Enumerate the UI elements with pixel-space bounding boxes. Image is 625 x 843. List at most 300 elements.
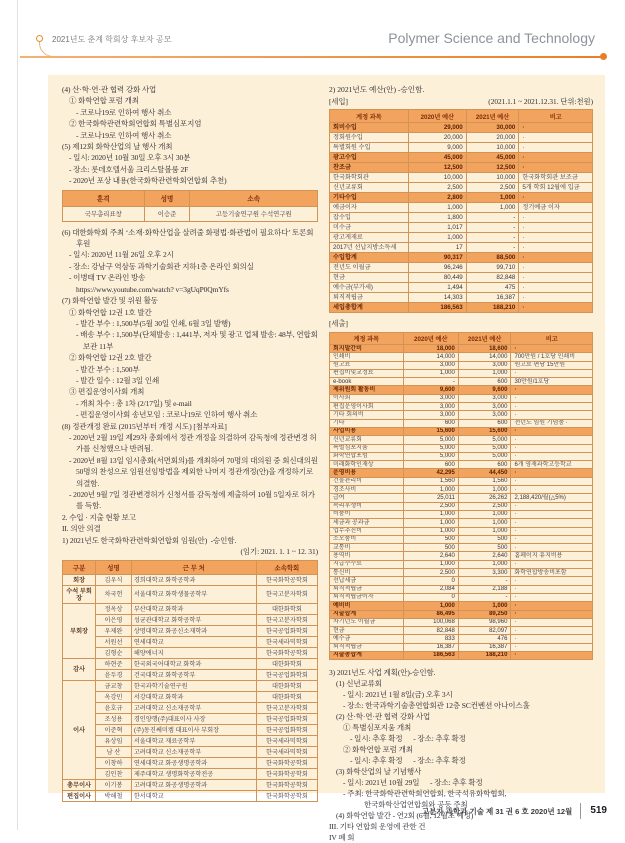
table-row (330, 193, 593, 203)
column-header: 성명 (144, 190, 190, 206)
role-cell: 회장 (63, 575, 96, 586)
table-cell: 성균관대학교 화학공학부 (131, 615, 256, 626)
table-cell: 한국공업화학회 (256, 725, 317, 736)
table-cell: 이준혁 (96, 725, 132, 736)
table-cell: 조성용 (96, 714, 132, 725)
text-line: - 2020년 9월 7일 정관변경허가 신청서를 감독청에 제출하여 10월 5일자로 허가를 득함. (69, 490, 315, 511)
table-cell: · (519, 133, 593, 143)
table-cell: · (519, 273, 593, 283)
table-row (330, 436, 593, 444)
table-cell: · (519, 293, 593, 303)
table-cell: · (511, 610, 593, 618)
award-table (62, 190, 318, 222)
table-cell: 한국공업화학회 (256, 714, 317, 725)
table-cell: 원고료 (330, 361, 404, 369)
table-cell: 16,387 (458, 643, 511, 651)
text-line: 한국화학산업연합회와 공동 주최 (364, 800, 468, 810)
table-row (330, 123, 593, 133)
text-line: (임기: 2021. 1. 1 ~ 12. 31) (240, 547, 318, 557)
table-row (330, 173, 593, 183)
table-cell: · (511, 510, 593, 518)
table-cell: - (403, 378, 458, 386)
table-cell: · (511, 452, 593, 460)
table-cell: 1,000 (458, 560, 511, 568)
table-cell: 45,000 (408, 153, 466, 163)
table-cell: 복리후생비 (330, 502, 404, 510)
table-cell: 신년교류회 (330, 183, 409, 193)
table-cell: 15,600 (403, 427, 458, 435)
text-line: ① 화학연합 포럼 개최 (69, 96, 139, 106)
table-row (330, 477, 593, 485)
text-line: IV 폐 회 (329, 833, 355, 843)
table-cell: 한서대학교 (131, 791, 256, 802)
table-row (330, 243, 593, 253)
table-cell: 고려대학교 화공생명공학과 (131, 780, 256, 791)
table-cell: 서울대학교 화학생물공학부 (131, 586, 256, 604)
text-line: - 발간 부수 : 1,500부(5월 30일 인쇄, 6월 3일 발행) (76, 318, 231, 328)
table-cell: 한국고분자학회 (256, 703, 317, 714)
table-row (63, 670, 318, 681)
journal-info: 고분자 과학과 기술 제 31 권 6 호 2020년 12월 (421, 806, 573, 816)
table-cell: · (511, 635, 593, 643)
text-line: ② 화학연합 12권 2호 발간 (69, 353, 152, 363)
table-cell: 1,494 (408, 283, 466, 293)
table-row (330, 133, 593, 143)
text-line: - 코로나19로 인하여 행사 취소 (76, 107, 172, 117)
income-period: (2021.1.1 ~ 2021.12.31. 단위:천원) (488, 97, 593, 106)
table-cell: 82,097 (458, 627, 511, 635)
table-cell: · (511, 411, 593, 419)
table-cell: · (511, 519, 593, 527)
table-cell: · (511, 544, 593, 552)
text-line: ③ 편집운영이사회 개최 (69, 387, 145, 397)
table-header-row (330, 110, 593, 123)
table-cell: · (519, 213, 593, 223)
table-cell: 2,640 (458, 552, 511, 560)
running-head: 2021년도 춘계 학회상 후보자 공모 (52, 35, 172, 44)
table-row (330, 469, 593, 477)
table-cell: - (466, 213, 519, 223)
table-cell: 예비비 (330, 602, 404, 610)
table-cell: 3,000 (458, 394, 511, 402)
table-cell: 건국대학교 화학공학부 (131, 670, 256, 681)
table-row (63, 769, 318, 780)
column-header: 2020년 예산 (403, 333, 458, 345)
table-cell: 대한화학회 (256, 681, 317, 692)
table-cell: · (511, 560, 593, 568)
table-cell: · (511, 627, 593, 635)
table-cell: 1,000 (458, 602, 511, 610)
table-row (330, 627, 593, 635)
table-cell: 600 (458, 461, 511, 469)
table-cell: 편집비및교정료 (330, 369, 404, 377)
table-cell: 급여 (330, 494, 404, 502)
text-line: (5) 제12회 화학산업의 날 행사 개최 (62, 142, 173, 152)
table-cell: 비품비 (330, 510, 404, 518)
table-cell: · (511, 527, 593, 535)
table-cell: 2,500 (458, 502, 511, 510)
table-row (330, 183, 593, 193)
table-cell: 12,500 (466, 163, 519, 173)
table-cell: 0 (403, 593, 458, 601)
table-cell: · (519, 303, 593, 313)
table-cell: 5,000 (458, 444, 511, 452)
table-row (330, 361, 593, 369)
table-cell: · (511, 585, 593, 593)
table-cell: 1,000 (408, 233, 466, 243)
table-cell: 한국화학공학회 (256, 769, 317, 780)
table-cell: 현금 (330, 273, 409, 283)
table-cell: 20,000 (408, 133, 466, 143)
table-cell: 예수금 (330, 635, 404, 643)
table-cell: 경조사비 (330, 486, 404, 494)
table-row (330, 273, 593, 283)
text-line: (4) 화학연합 발간 - 연2회 (6월, 12월초 예정) (336, 811, 474, 821)
table-row (63, 747, 318, 758)
table-row (63, 736, 318, 747)
table-cell: 제주대학교 생명화학공학전공 (131, 769, 256, 780)
table-cell: 1,000 (403, 560, 458, 568)
table-cell: 우제완 (96, 626, 132, 637)
table-cell: 1,000 (403, 510, 458, 518)
table-cell: 유상임 (96, 736, 132, 747)
table-row (330, 452, 593, 460)
table-cell: 한국세라믹학회 (256, 747, 317, 758)
column-header: 성명 (96, 561, 132, 575)
table-row (330, 593, 593, 601)
table-cell: 윤호규 (96, 703, 132, 714)
table-cell: 한국화학공학회 (256, 758, 317, 769)
report-block (62, 227, 318, 558)
column-header: 비고 (519, 110, 593, 123)
table-cell: 이은영 (96, 615, 132, 626)
table-row (330, 602, 593, 610)
table-row (330, 486, 593, 494)
table-cell: 3,300 (458, 569, 511, 577)
table-cell: 서강대학교 화학과 (131, 692, 256, 703)
table-cell: 한국화학회관 보조금 (519, 173, 593, 183)
budget-heading: 2) 2021년도 예산(안) -승인함. (329, 85, 425, 94)
table-row (330, 353, 593, 361)
table-cell: 대한화학회 (256, 604, 317, 615)
table-cell: - (458, 577, 511, 585)
table-cell: 차기년도 이월금 (330, 618, 404, 626)
table-row (330, 293, 593, 303)
table-cell: 미수금 (330, 223, 409, 233)
table-cell: · (511, 403, 593, 411)
table-cell: 25,011 (403, 494, 458, 502)
table-cell: 3,000 (403, 361, 458, 369)
table-cell: 5,000 (403, 444, 458, 452)
table-row (330, 378, 593, 386)
table-cell: · (511, 618, 593, 626)
table-cell: 한국공업화학회 (256, 626, 317, 637)
table-cell: 2,500 (403, 569, 458, 577)
table-row (330, 345, 593, 353)
text-line: - 개최 차수 : 총 1차 (2/17일) 및 e-mail (76, 398, 192, 408)
table-cell: 한국외국어대학교 화학과 (131, 659, 256, 670)
table-row (63, 615, 318, 626)
table-row (330, 618, 593, 626)
page-header (20, 28, 607, 62)
table-cell: 3,000 (458, 403, 511, 411)
table-cell: 2,640 (403, 552, 458, 560)
page-edge-shadow (17, 0, 18, 830)
table-cell: 세금과 공과금 (330, 519, 404, 527)
table-cell: 하현준 (96, 659, 132, 670)
table-cell: 인쇄비 (330, 353, 404, 361)
table-row (330, 494, 593, 502)
table-cell: · (519, 163, 593, 173)
text-line: - 2020년 8월 13일 임시총회(서면회의)를 개최하여 70명의 대의원 중 회신대의원 50명의 찬성으로 임원선임방법을 제외한 나머지 정관개정(안)을 개정하기로 의결함. (69, 455, 320, 488)
role-cell: 이사 (63, 681, 96, 780)
text-line: II. 의안 의결 (62, 524, 101, 534)
table-cell: 지출합계 (330, 610, 404, 618)
table-cell: 45,000 (466, 153, 519, 163)
table-row (330, 427, 593, 435)
table-cell: 미래화학인재상 (330, 461, 404, 469)
table-row (330, 519, 593, 527)
table-cell: 소모품비 (330, 535, 404, 543)
table-cell: 44,450 (458, 469, 511, 477)
table-cell: 찬조금 (330, 163, 409, 173)
table-cell: 전년도 임원 기념품 · (511, 419, 593, 427)
table-cell: 15,600 (458, 427, 511, 435)
table-cell: 98,960 (458, 618, 511, 626)
text-line: - 코로나19로 인하여 행사 취소 (76, 130, 172, 140)
table-cell: 기타 (330, 419, 404, 427)
table-row (330, 403, 593, 411)
table-cell: 500 (458, 535, 511, 543)
table-cell: 475 (466, 283, 519, 293)
table-cell: 해양에너지 (131, 648, 256, 659)
table-cell: 20,000 (466, 133, 519, 143)
table-cell: - (458, 593, 511, 601)
table-cell: 600 (458, 419, 511, 427)
table-row (330, 502, 593, 510)
table-row (330, 394, 593, 402)
table-cell: 특별심포지움 (330, 444, 404, 452)
income-label: [세입] (329, 97, 348, 106)
table-row (330, 369, 593, 377)
table-cell: 1,800 (408, 213, 466, 223)
table-row (330, 303, 593, 313)
text-line: (4) 산·학·연·관 협력 강화 사업 (62, 85, 157, 94)
table-cell: 500 (403, 535, 458, 543)
activities-block (62, 84, 318, 187)
table-cell: 교통비 (330, 544, 404, 552)
text-line: (3) 화학산업의 날 기념행사 (336, 767, 422, 777)
left-column (62, 84, 320, 800)
table-cell: 5,000 (458, 452, 511, 460)
table-cell: 100,068 (403, 618, 458, 626)
column-header: 2021년 예산 (466, 110, 519, 123)
table-row (63, 692, 318, 703)
table-row (63, 714, 318, 725)
table-cell: 한국고분자학회 (256, 586, 317, 604)
table-cell: 3,000 (403, 394, 458, 402)
table-cell: 5개 학회 12월에 입금 (519, 183, 593, 193)
table-cell: 82,848 (403, 627, 458, 635)
table-cell: 10,000 (408, 173, 466, 183)
table-cell: 금교창 (96, 681, 132, 692)
table-cell: 국무총리표창 (63, 206, 145, 221)
table-row (63, 780, 318, 791)
column-header: 소속학회 (256, 561, 317, 575)
table-row (330, 643, 593, 651)
orange-dot-icon (600, 53, 607, 60)
table-cell: · (511, 436, 593, 444)
table-cell: · (511, 345, 593, 353)
table-cell: · (511, 502, 593, 510)
table-row (330, 560, 593, 568)
table-cell: 82,848 (466, 273, 519, 283)
table-row (63, 206, 318, 221)
table-row (330, 651, 593, 659)
table-cell: 3,000 (458, 411, 511, 419)
orange-ring-icon (36, 35, 43, 42)
table-cell: 퇴직적립금 (330, 643, 404, 651)
table-cell: 1,000 (403, 519, 458, 527)
column-header: 2020년 예산 (408, 110, 466, 123)
table-row (330, 253, 593, 263)
table-cell: 정옥상 (96, 604, 132, 615)
table-cell: 26,262 (458, 494, 511, 502)
table-cell: 세입총합계 (330, 303, 409, 313)
table-row (63, 659, 318, 670)
table-cell: 기타수입 (330, 193, 409, 203)
table-cell: · (511, 477, 593, 485)
table-cell: 2,500 (408, 183, 466, 193)
role-cell: 부회장 (63, 604, 96, 659)
text-line: - 장소: 한국과학기술총연합회관 12층 SC컨벤션 아나이스홀 (343, 701, 530, 711)
table-cell: 고등기술연구원 수석연구원 (190, 206, 318, 221)
column-header: 계정 과목 (330, 110, 409, 123)
table-cell: 경희대학교 화학공학과 (131, 575, 256, 586)
table-row (330, 510, 593, 518)
table-cell: 박해철 (96, 791, 132, 802)
table-cell: 90,317 (408, 253, 466, 263)
table-cell: 편집운영이사회 (330, 403, 404, 411)
table-cell: 경인양행(주)대표이사 사장 (131, 714, 256, 725)
table-cell: 12,500 (408, 163, 466, 173)
table-cell: 한국세라믹학회 (256, 637, 317, 648)
table-cell: 42,295 (403, 469, 458, 477)
table-cell: 전년도 이월금 (330, 263, 409, 273)
table-row (330, 283, 593, 293)
table-cell: 차국헌 (96, 586, 132, 604)
text-line: - 이병태 TV 온라인 방송 (69, 273, 146, 283)
table-cell: 99,710 (466, 263, 519, 273)
table-row (63, 758, 318, 769)
table-cell: 잡수입 (330, 213, 409, 223)
text-line: - 장소: 롯데호텔서울 크리스탈볼룸 2F (69, 164, 189, 174)
text-line: - 발간 부수 : 1,500부 (76, 364, 140, 374)
table-cell: 대한화학회 (256, 659, 317, 670)
table-cell: 지급수수료 (330, 560, 404, 568)
text-line: ① 특별심포지움 개최 (343, 723, 412, 733)
text-line: ① 화학연합 12권 1호 발간 (69, 307, 152, 317)
table-cell: · (519, 233, 593, 243)
text-line: - 일시: 2020년 11월 26일 오후 2시 (69, 250, 174, 260)
role-cell: 편집이사 (63, 791, 96, 802)
table-row (63, 626, 318, 637)
table-cell: 1,000 (408, 203, 466, 213)
table-cell: 대한화학회 (256, 692, 317, 703)
column-header: 비고 (511, 333, 593, 345)
table-cell: 정기예금 이자 (519, 203, 593, 213)
table-cell: 2017년 선납지방소득세 (330, 243, 409, 253)
table-row (330, 419, 593, 427)
table-cell: 이창하 (96, 758, 132, 769)
table-row (63, 703, 318, 714)
table-cell: 1,000 (403, 602, 458, 610)
table-cell: 한국공업화학회 (256, 670, 317, 681)
table-cell: 제위원회 활동비 (330, 386, 404, 394)
table-row (63, 681, 318, 692)
table-row (330, 213, 593, 223)
table-cell: 광고게재료 (330, 233, 409, 243)
table-cell: 이승준 (144, 206, 190, 221)
table-row (330, 569, 593, 577)
table-cell: 6개 영재과학고등학교 (511, 461, 593, 469)
table-cell: 퇴직적립금 (330, 293, 409, 303)
table-cell: · (511, 469, 593, 477)
table-cell: 18,000 (403, 345, 458, 353)
table-cell: 한국화학공학회 (256, 648, 317, 659)
text-line: - 2020년 포상 내용(한국화학관련학회연합회 추천) (69, 176, 227, 186)
table-cell: 1,000 (458, 519, 511, 527)
table-cell: 고려대학교 신소재공학부 (131, 747, 256, 758)
table-cell: 퇴직적립금이자 (330, 593, 404, 601)
table-cell: 화학연합방송비포함 (511, 569, 593, 577)
table-cell: · (511, 486, 593, 494)
text-line: https://www.youtube.com/watch? v=3gUqP0QmYfs (76, 284, 229, 294)
text-line: - 편집운영이사회 송년모임 : 코로나19로 인하여 행사 취소 (76, 410, 258, 420)
table-cell: 188,210 (458, 651, 511, 659)
table-cell: 1,000 (458, 369, 511, 377)
table-cell: 연세대학교 (131, 637, 256, 648)
expense-label: [세출] (329, 319, 348, 328)
table-cell: 김우식 (96, 575, 132, 586)
text-line: - 일시: 추후 확정 - 장소: 추후 확정 (350, 734, 466, 744)
table-cell: 1,000 (403, 369, 458, 377)
table-row (330, 263, 593, 273)
text-line: 1) 2021년도 한국화학관련학회연합회 임원(안) -승인함. (62, 535, 237, 545)
table-cell: 9,600 (458, 386, 511, 394)
table-row (63, 604, 318, 615)
table-cell: · (519, 253, 593, 263)
table-row (330, 552, 593, 560)
table-row (330, 444, 593, 452)
table-cell: 화학연합포럼 (330, 452, 404, 460)
role-cell: 수석 부회장 (63, 586, 96, 604)
table-cell: 5,000 (403, 452, 458, 460)
table-cell: 김인찬 (96, 769, 132, 780)
table-cell: 정회원수입 (330, 133, 409, 143)
text-line: - 배송 부수 : 1,500부(단체발송 : 1,441부, 저자 및 광고 업체 발송: 48부, 연합회 보관 11부 (76, 330, 320, 351)
table-row (63, 791, 318, 802)
income-section-label-row (329, 96, 593, 107)
text-line: - 일시: 추후 확정 - 장소: 추후 확정 (350, 756, 466, 766)
text-line: - 일시: 2020년 10월 30일 오후 3시 30분 (69, 153, 191, 163)
table-cell: 89,250 (458, 610, 511, 618)
table-cell: 예금이자 (330, 203, 409, 213)
table-cell: 600 (403, 461, 458, 469)
table-cell: · (511, 394, 593, 402)
table-cell: (주)동진쎄미켐 대표이사 부회장 (131, 725, 256, 736)
table-header-row (63, 190, 318, 206)
